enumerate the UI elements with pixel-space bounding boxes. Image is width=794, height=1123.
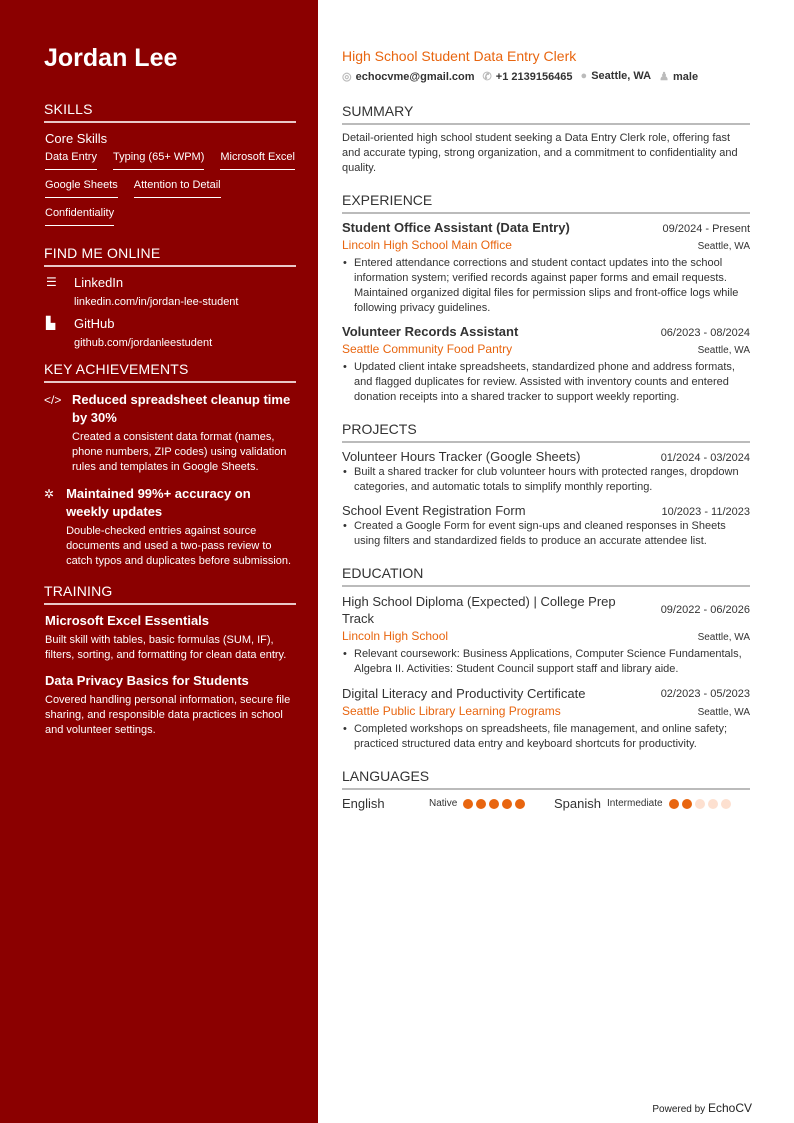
rating-dot (515, 799, 525, 809)
training-item (44, 673, 296, 738)
language-level: Intermediate (606, 798, 663, 809)
education-item (342, 685, 750, 752)
training-section (44, 583, 296, 738)
language-item (554, 796, 734, 811)
bullet: • Updated client intake spreadsheets, standardized phone and address formats, and flagged duplicates for review. Assisted with inventory counts and entered donation receipts into a shared tracker to support weekly reporting. (342, 360, 750, 405)
rating-dot (708, 799, 718, 809)
location-pin-icon: ● (580, 70, 588, 82)
language-name: Spanish (554, 796, 601, 811)
section-heading: FIND ME ONLINE (44, 245, 296, 267)
job-title: High School Student Data Entry Clerk (342, 48, 577, 64)
location: Seattle, WA (697, 345, 750, 356)
section-heading: EXPERIENCE (342, 192, 750, 214)
skill-tag: Confidentiality (45, 207, 114, 226)
contact-bar (342, 70, 750, 83)
online-url[interactable]: github.com/jordanleestudent (74, 337, 213, 349)
project-name: School Event Registration Form (342, 503, 526, 518)
dates: 02/2023 - 05/2023 (660, 687, 750, 700)
location: ● Seattle, WA (580, 70, 652, 82)
github-icon: ▙ (46, 316, 56, 330)
dates: 06/2023 - 08/2024 (660, 327, 750, 339)
skills-section (44, 101, 296, 235)
bullet: • Relevant coursework: Business Applications, Computer Science Fundamentals, Algebra II. Activities: Student Council support staff and library aide. (342, 647, 750, 677)
organization: Lincoln High School (342, 629, 449, 643)
linkedin-icon: ☰ (46, 275, 57, 289)
achievement-title: Maintained 99%+ accuracy on weekly updates (66, 486, 251, 519)
training-desc: Covered handling personal information, secure file sharing, and responsible data practices in school and volunteer settings. (45, 694, 291, 736)
skill-tag: Data Entry (45, 151, 97, 170)
organization: Seattle Community Food Pantry (342, 342, 513, 356)
rating-dot (489, 799, 499, 809)
languages-section (342, 768, 750, 811)
training-item (44, 613, 296, 663)
section-heading: SKILLS (44, 101, 296, 123)
location: Seattle, WA (697, 241, 750, 252)
organization: Seattle Public Library Learning Programs (342, 704, 561, 718)
sidebar (0, 0, 318, 1123)
phone[interactable]: ✆ +1 2139156465 (482, 71, 573, 83)
achievements-section (44, 361, 296, 569)
code-icon: </> (44, 393, 62, 407)
rating-dot (721, 799, 731, 809)
email-icon: ◎ (342, 71, 352, 83)
project-name: Volunteer Hours Tracker (Google Sheets) (342, 449, 581, 464)
phone-icon: ✆ (482, 71, 492, 83)
training-title: Data Privacy Basics for Students (45, 673, 249, 688)
section-heading: EDUCATION (342, 565, 750, 587)
dates: 09/2022 - 06/2026 (660, 604, 750, 616)
location: Seattle, WA (697, 707, 750, 718)
education-name: High School Diploma (Expected) | College Prep Track (342, 594, 616, 626)
training-title: Microsoft Excel Essentials (45, 613, 210, 628)
section-heading: TRAINING (44, 583, 296, 605)
section-heading: LANGUAGES (342, 768, 750, 790)
rating-dot (502, 799, 512, 809)
bullet: • Entered attendance corrections and student contact updates into the school information system; verified records against paper forms and email requests. Maintained organized digital files for permission slips and front-office logs while following privacy guidelines. (342, 256, 750, 316)
person-icon: ♟ (659, 71, 669, 83)
online-item[interactable] (46, 316, 296, 349)
skill-tag: Attention to Detail (134, 179, 221, 198)
language-level: Native (429, 798, 458, 809)
role: Volunteer Records Assistant (342, 324, 519, 339)
email[interactable]: ◎ echocvme@gmail.com (342, 71, 475, 83)
projects-section (342, 421, 750, 549)
bullet: • Created a Google Form for event sign-ups and cleaned responses in Sheets using filters and standardized fields to produce an accurate attendee list. (342, 519, 750, 549)
dates: 09/2024 - Present (662, 223, 750, 235)
online-label: GitHub (74, 316, 115, 331)
training-desc: Built skill with tables, basic formulas (SUM, IF), filters, sorting, and formatting for clean data entry. (45, 634, 287, 661)
online-item[interactable] (46, 275, 296, 308)
gender: ♟ male (659, 71, 699, 83)
experience-section (342, 192, 750, 405)
rating-dot (669, 799, 679, 809)
section-heading: SUMMARY (342, 103, 750, 125)
dates: 10/2023 - 11/2023 (661, 506, 750, 518)
education-section (342, 565, 750, 752)
online-section (44, 245, 296, 349)
education-name: Digital Literacy and Productivity Certificate (342, 686, 586, 701)
skills-group: Core Skills (45, 131, 108, 146)
language-item (342, 796, 554, 811)
role: Student Office Assistant (Data Entry) (342, 220, 570, 235)
rating-dot (476, 799, 486, 809)
experience-item (342, 324, 750, 405)
experience-item (342, 220, 750, 316)
section-heading: PROJECTS (342, 421, 750, 443)
dates: 01/2024 - 03/2024 (660, 452, 750, 464)
achievement-item (44, 485, 296, 569)
rating-dot (695, 799, 705, 809)
achievement-item (44, 391, 296, 475)
bullet: • Completed workshops on spreadsheets, file management, and online safety; practiced structured data entry and keyboard shortcuts for productivity. (342, 722, 750, 752)
achievement-desc: Created a consistent data format (names, phone numbers, ZIP codes) using validation rules and templates in Google Sheets. (72, 431, 287, 473)
online-label: LinkedIn (74, 275, 124, 290)
achievement-desc: Double-checked entries against source documents and used a two-pass review to catch typos and duplicates before submission. (66, 525, 292, 567)
sparkle-icon: ✲ (44, 487, 55, 501)
section-heading: KEY ACHIEVEMENTS (44, 361, 296, 383)
bullet: • Built a shared tracker for club volunteer hours with protected ranges, dropdown categories, and automatic totals to simplify monthly reporting. (342, 465, 750, 495)
education-item (342, 593, 750, 677)
summary-section (342, 103, 750, 176)
achievement-title: Reduced spreadsheet cleanup time by 30% (72, 392, 291, 425)
project-item (342, 449, 750, 495)
skill-tag: Typing (65+ WPM) (113, 151, 204, 170)
language-name: English (342, 796, 385, 811)
footer: Powered by EchoCV (652, 1101, 752, 1115)
rating-dot (682, 799, 692, 809)
online-url[interactable]: linkedin.com/in/jordan-lee-student (74, 296, 239, 308)
project-item (342, 503, 750, 549)
skill-tag: Microsoft Excel (220, 151, 295, 170)
organization: Lincoln High School Main Office (342, 238, 512, 252)
main-content (342, 48, 750, 827)
location: Seattle, WA (697, 632, 750, 643)
rating-dot (463, 799, 473, 809)
summary-text: Detail-oriented high school student seeking a Data Entry Clerk role, offering fast and accurate typing, strong organization, and a commitment to confidentiality and quality. (342, 132, 738, 174)
candidate-name: Jordan Lee (44, 44, 178, 72)
skill-tag: Google Sheets (45, 179, 118, 198)
